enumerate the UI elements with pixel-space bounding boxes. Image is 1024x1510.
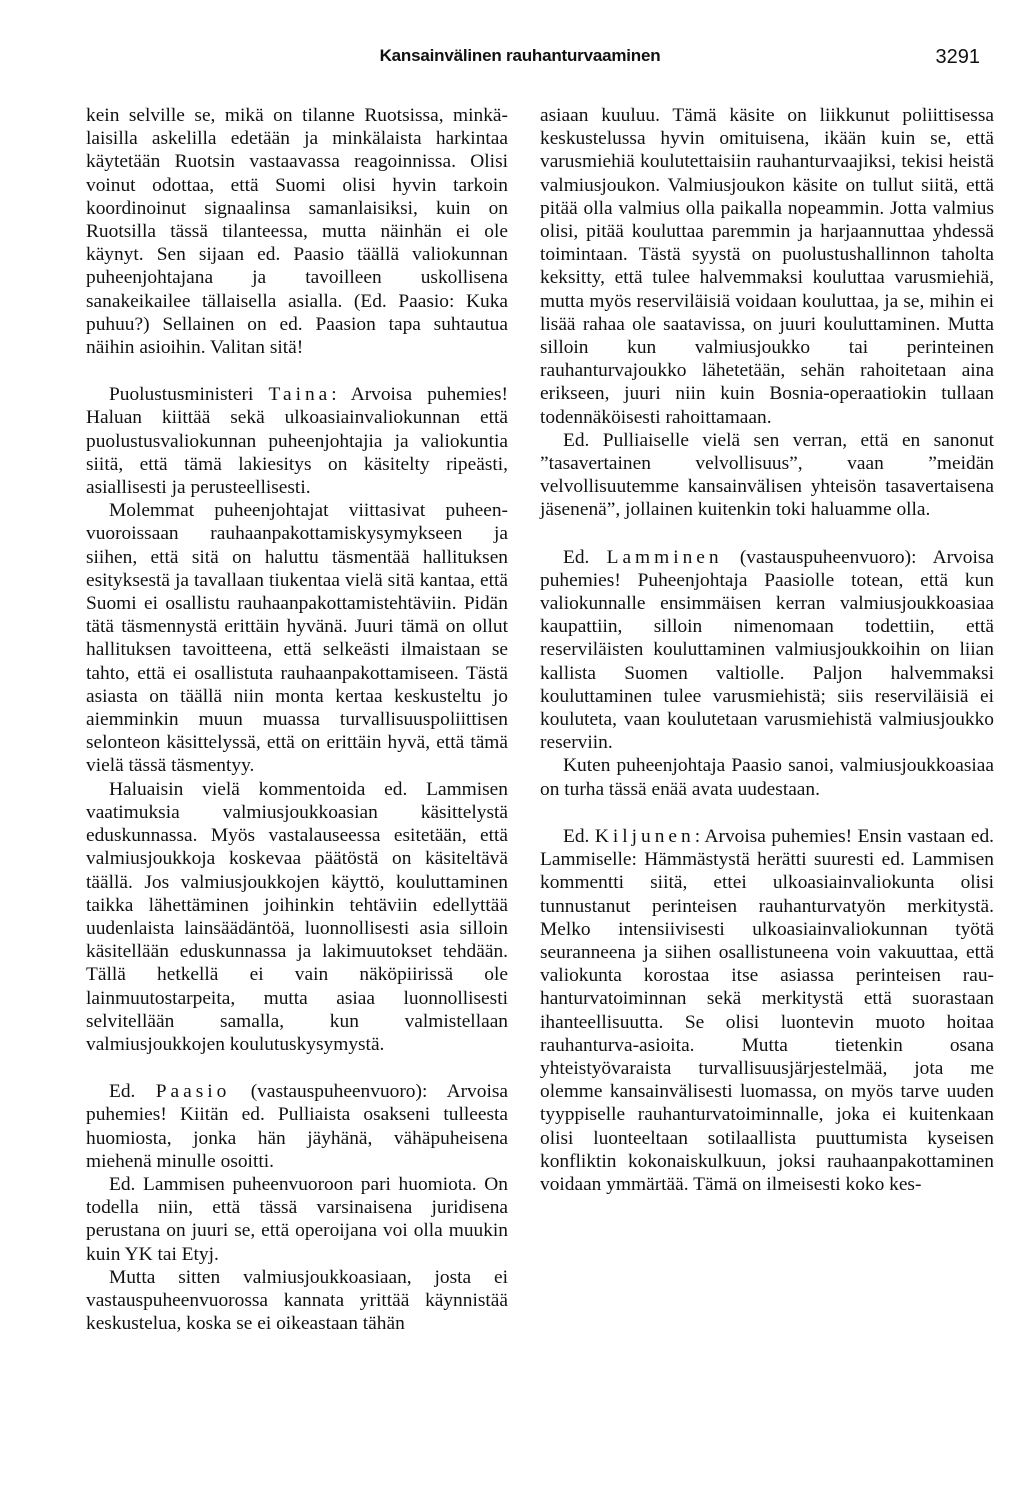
speaker-title: Ed.: [563, 825, 590, 847]
speaker-name: Lamminen: [606, 546, 723, 568]
speaker-title: Ed.: [109, 1081, 136, 1103]
left-column: [86, 104, 508, 1335]
page-number: 3291: [935, 46, 980, 68]
paragraph: Ed. Pulliaiselle vielä sen verran, että en sanonut ”tasavertainen velvollisuus”, vaan ”meidän velvollisuutemme kansainvälisen yhteisön tasavertaisena jäsenenä”, jollainen kuitenkin toki haluamme olla.: [540, 429, 994, 521]
paragraph: Ed. Lammisen puheenvuoroon pari huomiota. On todella niin, että tässä varsinaisena juridisena perustana on juuri se, että operoijana voi olla muukin kuin YK tai Etyj.: [86, 1173, 508, 1265]
paragraph: Mutta sitten valmiusjoukkoasiaan, josta ei vastauspuheenvuorossa kannata yrittää käynnistää keskustelua, koska se ei oikeastaan tähän: [86, 1266, 508, 1335]
speaker-title: Puolustusministeri: [109, 384, 254, 406]
speech-text: : Arvoisa puhemies! Ensin vastaan ed. Lammiselle: Hämmästystä herätti suuresti ed. Lammisen kommentti siitä, ettei ulkoasiainvaliokunta olisi tunnustanut perinteisen rauhanturvatyön merkitystä. Melko intensiivisesti ulkoasiainvaliokunnan työtä seuranneena ja siihen osallistuneena voin vakuuttaa, että valiokunta korostaa itse asiassa perinteisen rauhanturvatoiminnan sekä merkitystä että suorastaan ihanteellisuutta. Se olisi luontevin muoto hoitaa rauhanturva-asioita. Mutta tietenkin osana yhteistyövaraista turvallisuusjärjestelmää, jota me olemme kansainvälisesti luomassa, on myös tarve uuden tyyppiselle rauhanturvatoiminnalle, joka ei kuitenkaan olisi luonteeltaan sotilaallista puuttumista kyseisen konfliktin kokonaiskulkuun, joksi rauhaanpakottaminen voidaan ymmärtää. Tämä on ilmeisesti koko kes-: [540, 825, 994, 1195]
paragraph: Haluaisin vielä kommentoida ed. Lammisen vaatimuksia valmiusjoukkoasian käsittelystä eduskunnassa. Myös vastalauseessa esitetään, että valmiusjoukkoja koskevaa päätöstä on käsiteltävä täällä. Jos valmiusjoukkojen käyttö, kouluttaminen taikka lähettäminen joihinkin tehtäviin edellyttää uudenlaista lainsäädäntöä, luonnollisesti asia silloin käsitellään eduskunnassa ja lakimuutokset tehdään. Tällä hetkellä ei vain näköpiirissä ole lainmuutostarpeita, mutta asiaa luonnollisesti selvitellään samalla, kun valmistellaan valmiusjoukkojen koulutuskysymystä.: [86, 778, 508, 1055]
running-head: Kansainvälinen rauhanturvaaminen: [379, 46, 661, 65]
speech-paragraph: [540, 825, 994, 1196]
speech-paragraph: [540, 546, 994, 755]
paragraph: Kuten puheenjohtaja Paasio sanoi, valmiusjoukkoasiaa on turha tässä enää avata uudestaan.: [540, 755, 994, 800]
speech-text: : Arvoisa puhemies! Haluan kiittää sekä ulkoasiainvaliokunnan että puolustusvaliokunnan puheenjohtajia ja valiokuntia siitä, että tämä lakiesitys on käsitelty ripeästi, asiallisesti ja perusteellisesti.: [86, 384, 508, 499]
speaker-name: Taina: [268, 384, 332, 406]
paragraph: kein selville se, mikä on tilanne Ruotsissa, minkälaisilla askelilla edetään ja minkälaista harkintaa käytetään Ruotsin vastaavassa reagoinnissa. Olisi voinut odottaa, että Suomi olisi hyvin tarkoin koordinoinut signaalinsa samanlaisiksi, kuin on Ruotsilla tässä tilanteessa, mutta näinhän ei ole käynyt. Sen sijaan ed. Paasio täällä valiokunnan puheenjohtajana ja tavoilleen uskollisena sanakeikailee tällaisella asialla. (Ed. Paasio: Kuka puhuu?) Sellainen on ed. Paasion tapa suhtautua näihin asioihin. Valitan sitä!: [86, 105, 508, 359]
speaker-name: Kiljunen: [594, 825, 695, 847]
speech-paragraph: [86, 383, 508, 499]
paragraph: asiaan kuuluu. Tämä käsite on liikkunut poliittisessa keskustelussa hyvin omituisena, ikään kuin se, että varusmiehiä koulutettaisiin rauhanturvaajiksi, tekisi heistä valmiusjoukon. Valmiusjoukon käsite on tullut siitä, että pitää olla valmius olla paikalla nopeammin. Jotta valmius olisi, pitää kouluttaa paremmin ja harjaannuttaa yhdessä toimintaan. Tästä syystä on puolustushallinnon taholta keksitty, että tulee halvemmaksi kouluttaa varusmiehiä, mutta myös reserviläisiä voidaan kouluttaa, ja se, mihin ei lisää rahaa ole saatavissa, on juuri kouluttaminen. Mutta silloin kun valmiusjoukko tai perinteinen rauhanturvajoukko lähetetään, sehän rahoitetaan aina erikseen, juuri niin kuin Bosnia-operaatiokin tullaan todennäköisesti rahoittamaan.: [540, 105, 994, 428]
speech-text: (vastauspuheenvuoro): Arvoisa puhemies! Kiitän ed. Pulliaista osakseni tulleesta huomiosta, jonka hän jäyhänä, vähäpuheisena miehenä minulle osoitti.: [86, 1081, 508, 1172]
paragraph: Molemmat puheenjohtajat viittasivat puheenvuoroissaan rauhaanpakottamiskysymykseen ja siihen, että sitä on haluttu täsmentää hallituksen esityksestä ja tavallaan tiukentaa vielä sitä kantaa, että Suomi ei osallistu rauhaanpakottamistehtäviin. Pidän tätä täsmennystä erittäin hyvänä. Juuri tämä on ollut hallituksen tavoitteena, että selkeästi ilmaistaan se tahto, että ei osallistuta rauhaanpakottamiseen. Tästä asiasta on täällä niin monta kertaa keskusteltu jo aiemminkin muun muassa turvallisuuspoliittisen selonteon käsittelyssä, että on erittäin hyvä, että tämä vielä tässä täsmentyy.: [86, 500, 508, 777]
speech-paragraph: [86, 1080, 508, 1173]
speaker-title: Ed.: [563, 546, 590, 568]
right-column: [540, 104, 994, 1196]
speech-text: (vastauspuheenvuoro): Arvoisa puhemies! Puheenjohtaja Paasiolle totean, että kun valiokunnalle ensimmäisen kerran valmiusjoukkoasiaa kaupattiin, silloin nimenomaan todettiin, että reserviläisten kouluttaminen valmiusjoukkoihin on liian kallista Suomen valtiolle. Paljon halvemmaksi kouluttaminen tulee varusmiehistä; siis reserviläisiä ei kouluteta, vaan koulutetaan varusmiehistä valmiusjoukko reserviin.: [540, 546, 994, 754]
speaker-name: Paasio: [155, 1081, 231, 1103]
